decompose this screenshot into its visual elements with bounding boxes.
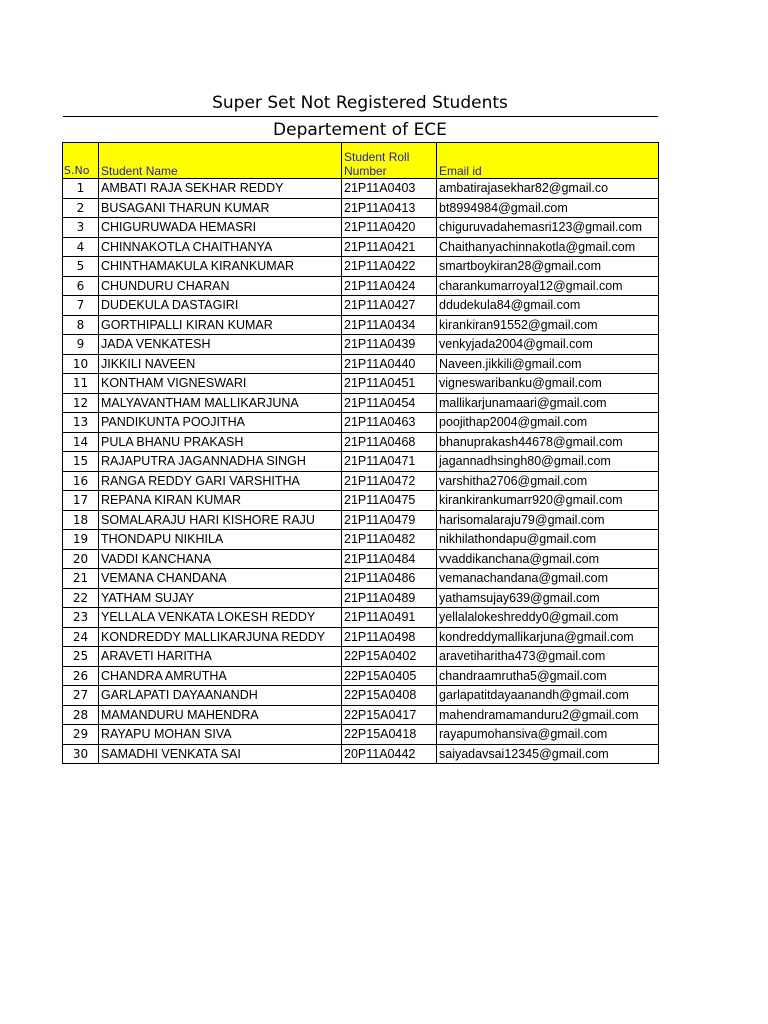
table-row	[63, 627, 659, 647]
cell-email: ambatirajasekhar82@gmail.co	[437, 179, 659, 199]
cell-roll-number: 21P11A0413	[342, 198, 437, 218]
cell-sno: 22	[63, 588, 99, 608]
cell-roll-number: 21P11A0420	[342, 218, 437, 238]
table-row	[63, 452, 659, 472]
table-row	[63, 569, 659, 589]
cell-roll-number: 21P11A0489	[342, 588, 437, 608]
cell-student-name: DUDEKULA DASTAGIRI	[99, 296, 342, 316]
table-row	[63, 335, 659, 355]
cell-email: mahendramamanduru2@gmail.com	[437, 705, 659, 725]
table-row	[63, 218, 659, 238]
cell-email: varshitha2706@gmail.com	[437, 471, 659, 491]
table-row	[63, 315, 659, 335]
cell-roll-number: 22P15A0418	[342, 725, 437, 745]
cell-email: saiyadavsai12345@gmail.com	[437, 744, 659, 764]
cell-sno: 1	[63, 179, 99, 199]
table-row	[63, 666, 659, 686]
cell-roll-number: 22P15A0402	[342, 647, 437, 667]
cell-sno: 17	[63, 491, 99, 511]
cell-student-name: RAYAPU MOHAN SIVA	[99, 725, 342, 745]
cell-sno: 4	[63, 237, 99, 257]
cell-student-name: GARLAPATI DAYAANANDH	[99, 686, 342, 706]
cell-student-name: ARAVETI HARITHA	[99, 647, 342, 667]
cell-student-name: PANDIKUNTA POOJITHA	[99, 413, 342, 433]
table-row	[63, 198, 659, 218]
table-row	[63, 608, 659, 628]
cell-email: chandraamrutha5@gmail.com	[437, 666, 659, 686]
cell-roll-number: 21P11A0434	[342, 315, 437, 335]
cell-email: vigneswaribanku@gmail.com	[437, 374, 659, 394]
cell-email: garlapatitdayaanandh@gmail.com	[437, 686, 659, 706]
header-student-name: Student Name	[99, 143, 342, 179]
cell-roll-number: 21P11A0482	[342, 530, 437, 550]
cell-email: jagannadhsingh80@gmail.com	[437, 452, 659, 472]
table-header-row	[63, 143, 659, 179]
cell-sno: 9	[63, 335, 99, 355]
cell-sno: 27	[63, 686, 99, 706]
cell-email: Naveen.jikkili@gmail.com	[437, 354, 659, 374]
cell-sno: 18	[63, 510, 99, 530]
cell-email: kirankiran91552@gmail.com	[437, 315, 659, 335]
cell-email: bhanuprakash44678@gmail.com	[437, 432, 659, 452]
cell-sno: 16	[63, 471, 99, 491]
cell-student-name: PULA BHANU PRAKASH	[99, 432, 342, 452]
cell-email: smartboykiran28@gmail.com	[437, 257, 659, 277]
cell-email: aravetiharitha473@gmail.com	[437, 647, 659, 667]
table-row	[63, 432, 659, 452]
cell-sno: 14	[63, 432, 99, 452]
cell-sno: 28	[63, 705, 99, 725]
cell-roll-number: 22P15A0405	[342, 666, 437, 686]
cell-roll-number: 21P11A0486	[342, 569, 437, 589]
cell-student-name: RANGA REDDY GARI VARSHITHA	[99, 471, 342, 491]
cell-roll-number: 21P11A0468	[342, 432, 437, 452]
cell-sno: 24	[63, 627, 99, 647]
table-row	[63, 374, 659, 394]
cell-roll-number: 21P11A0451	[342, 374, 437, 394]
cell-sno: 6	[63, 276, 99, 296]
cell-email: mallikarjunamaari@gmail.com	[437, 393, 659, 413]
cell-sno: 13	[63, 413, 99, 433]
cell-sno: 20	[63, 549, 99, 569]
cell-student-name: AMBATI RAJA SEKHAR REDDY	[99, 179, 342, 199]
cell-sno: 21	[63, 569, 99, 589]
cell-student-name: CHINTHAMAKULA KIRANKUMAR	[99, 257, 342, 277]
students-table	[62, 142, 659, 764]
cell-email: chiguruvadahemasri123@gmail.com	[437, 218, 659, 238]
cell-roll-number: 21P11A0491	[342, 608, 437, 628]
cell-student-name: CHANDRA AMRUTHA	[99, 666, 342, 686]
cell-student-name: RAJAPUTRA JAGANNADHA SINGH	[99, 452, 342, 472]
cell-roll-number: 22P15A0408	[342, 686, 437, 706]
cell-student-name: JADA VENKATESH	[99, 335, 342, 355]
cell-roll-number: 21P11A0484	[342, 549, 437, 569]
cell-roll-number: 22P15A0417	[342, 705, 437, 725]
cell-sno: 19	[63, 530, 99, 550]
cell-roll-number: 21P11A0439	[342, 335, 437, 355]
cell-email: kondreddymallikarjuna@gmail.com	[437, 627, 659, 647]
title-divider	[63, 116, 658, 117]
cell-sno: 29	[63, 725, 99, 745]
cell-email: rayapumohansiva@gmail.com	[437, 725, 659, 745]
cell-student-name: SOMALARAJU HARI KISHORE RAJU	[99, 510, 342, 530]
table-row	[63, 647, 659, 667]
cell-sno: 12	[63, 393, 99, 413]
cell-student-name: VADDI KANCHANA	[99, 549, 342, 569]
cell-student-name: MALYAVANTHAM MALLIKARJUNA	[99, 393, 342, 413]
table-row	[63, 257, 659, 277]
table-row	[63, 237, 659, 257]
table-body	[63, 179, 659, 764]
cell-student-name: MAMANDURU MAHENDRA	[99, 705, 342, 725]
cell-email: harisomalaraju79@gmail.com	[437, 510, 659, 530]
header-sno: S.No	[63, 143, 99, 179]
cell-email: Chaithanyachinnakotla@gmail.com	[437, 237, 659, 257]
page-title: Super Set Not Registered Students	[212, 93, 508, 113]
cell-roll-number: 20P11A0442	[342, 744, 437, 764]
cell-sno: 3	[63, 218, 99, 238]
cell-student-name: THONDAPU NIKHILA	[99, 530, 342, 550]
cell-student-name: GORTHIPALLI KIRAN KUMAR	[99, 315, 342, 335]
cell-student-name: YATHAM SUJAY	[99, 588, 342, 608]
cell-email: nikhilathondapu@gmail.com	[437, 530, 659, 550]
cell-sno: 30	[63, 744, 99, 764]
cell-email: yathamsujay639@gmail.com	[437, 588, 659, 608]
cell-student-name: YELLALA VENKATA LOKESH REDDY	[99, 608, 342, 628]
cell-student-name: BUSAGANI THARUN KUMAR	[99, 198, 342, 218]
department-subtitle: Departement of ECE	[273, 120, 447, 140]
cell-roll-number: 21P11A0427	[342, 296, 437, 316]
table-row	[63, 588, 659, 608]
cell-student-name: CHIGURUWADA HEMASRI	[99, 218, 342, 238]
cell-student-name: JIKKILI NAVEEN	[99, 354, 342, 374]
cell-student-name: KONDREDDY MALLIKARJUNA REDDY	[99, 627, 342, 647]
cell-roll-number: 21P11A0479	[342, 510, 437, 530]
cell-email: poojithap2004@gmail.com	[437, 413, 659, 433]
cell-student-name: SAMADHI VENKATA SAI	[99, 744, 342, 764]
table-row	[63, 179, 659, 199]
cell-sno: 10	[63, 354, 99, 374]
cell-sno: 8	[63, 315, 99, 335]
cell-roll-number: 21P11A0498	[342, 627, 437, 647]
cell-student-name: REPANA KIRAN KUMAR	[99, 491, 342, 511]
table-row	[63, 491, 659, 511]
header-email: Email id	[437, 143, 659, 179]
table-row	[63, 530, 659, 550]
table-row	[63, 296, 659, 316]
cell-email: bt8994984@gmail.com	[437, 198, 659, 218]
cell-roll-number: 21P11A0421	[342, 237, 437, 257]
table-row	[63, 744, 659, 764]
cell-roll-number: 21P11A0424	[342, 276, 437, 296]
cell-roll-number: 21P11A0472	[342, 471, 437, 491]
cell-roll-number: 21P11A0422	[342, 257, 437, 277]
cell-sno: 15	[63, 452, 99, 472]
table-row	[63, 413, 659, 433]
cell-student-name: KONTHAM VIGNESWARI	[99, 374, 342, 394]
cell-email: venkyjada2004@gmail.com	[437, 335, 659, 355]
cell-student-name: CHINNAKOTLA CHAITHANYA	[99, 237, 342, 257]
table-row	[63, 354, 659, 374]
cell-email: vemanachandana@gmail.com	[437, 569, 659, 589]
cell-roll-number: 21P11A0454	[342, 393, 437, 413]
cell-sno: 5	[63, 257, 99, 277]
cell-email: kirankirankumarr920@gmail.com	[437, 491, 659, 511]
cell-email: vvaddikanchana@gmail.com	[437, 549, 659, 569]
table-row	[63, 705, 659, 725]
table-row	[63, 549, 659, 569]
cell-roll-number: 21P11A0471	[342, 452, 437, 472]
cell-sno: 25	[63, 647, 99, 667]
table-row	[63, 393, 659, 413]
cell-student-name: VEMANA CHANDANA	[99, 569, 342, 589]
cell-sno: 23	[63, 608, 99, 628]
cell-roll-number: 21P11A0463	[342, 413, 437, 433]
table-row	[63, 276, 659, 296]
table-row	[63, 725, 659, 745]
cell-email: ddudekula84@gmail.com	[437, 296, 659, 316]
cell-roll-number: 21P11A0403	[342, 179, 437, 199]
cell-email: yellalalokeshreddy0@gmail.com	[437, 608, 659, 628]
cell-roll-number: 21P11A0440	[342, 354, 437, 374]
table-row	[63, 686, 659, 706]
cell-student-name: CHUNDURU CHARAN	[99, 276, 342, 296]
cell-sno: 26	[63, 666, 99, 686]
cell-sno: 2	[63, 198, 99, 218]
table-row	[63, 510, 659, 530]
header-roll-number: Student Roll Number	[342, 143, 437, 179]
cell-roll-number: 21P11A0475	[342, 491, 437, 511]
cell-sno: 11	[63, 374, 99, 394]
cell-sno: 7	[63, 296, 99, 316]
cell-email: charankumarroyal12@gmail.com	[437, 276, 659, 296]
table-row	[63, 471, 659, 491]
